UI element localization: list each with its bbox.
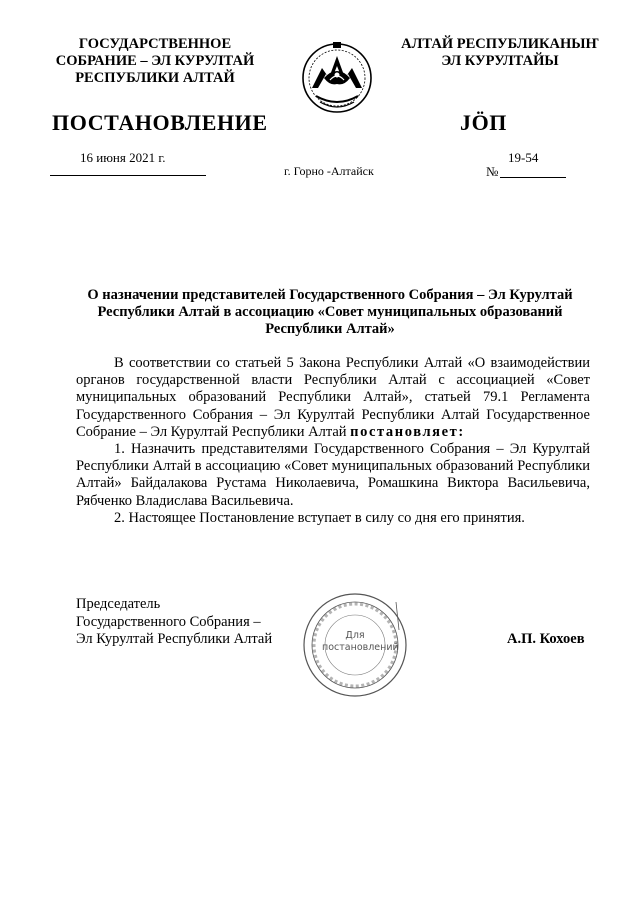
item-2: 2. Настоящее Постановление вступает в силу со дня его принятия. <box>114 509 525 526</box>
signatory-position <box>76 596 272 649</box>
intro-paragraph <box>76 355 590 441</box>
position-line: Председатель <box>76 596 161 612</box>
position-line: Государственного Собрания – <box>76 613 261 630</box>
doc-type-right: JӦП <box>460 110 508 135</box>
altai-republic-emblem-icon <box>300 36 374 122</box>
title-line: Республики Алтай» <box>265 321 395 337</box>
seal-text-line: Для <box>345 630 365 641</box>
header-left-line: ГОСУДАРСТВЕННОЕ <box>78 36 232 52</box>
document-title <box>40 287 620 338</box>
header-right-line: ЭЛ КУРУЛТАЙЫ <box>441 53 559 69</box>
header-left-line: СОБРАНИЕ – ЭЛ КУРУЛТАЙ <box>55 53 255 69</box>
header-right <box>382 36 618 70</box>
doc-type-left: ПОСТАНОВЛЕНИЕ <box>52 110 268 135</box>
header-left <box>40 36 270 87</box>
header-right-line: АЛТАЙ РЕСПУБЛИКАНЫҤ <box>401 36 599 52</box>
document-number: 19-54 <box>508 150 539 165</box>
number-prefix: № <box>486 164 499 179</box>
item-1: 1. Назначить представителями Государственного Собрания – Эл Курултай Республики Алтай в ассоциацию «Совет муниципальных образований Республики Алтай» Байдалакова Рустама Николаевича, Ромашкина Виктора Васильевича, Рябченко Владислава Васильевича. <box>76 441 590 509</box>
document-date: 16 июня 2021 г. <box>80 150 166 165</box>
number-underline <box>500 177 566 178</box>
position-line: Эл Курултай Республики Алтай <box>76 631 273 647</box>
date-underline <box>50 175 206 176</box>
title-line: О назначении представителей Государственного Собрания – Эл Курултай <box>87 287 573 303</box>
signatory-name: А.П. Кохоев <box>507 631 585 647</box>
header-left-line: РЕСПУБЛИКИ АЛТАЙ <box>75 70 235 86</box>
seal-text-line: постановлений <box>322 642 399 653</box>
decree-word: постановляет: <box>350 423 465 440</box>
document-body <box>76 355 590 527</box>
seal-text <box>322 630 399 654</box>
title-line: Республики Алтай в ассоциацию «Совет муниципальных образований <box>97 304 563 320</box>
intro-text: В соответствии со статьей 5 Закона Республики Алтай «О взаимодействии органов государственной власти Республики Алтай с ассоциацией «Совет муниципальных образований Республики Алтай», статьей 79.1 Регламента Государственного Собрания – Эл Курултай Республики Алтай Государственное Собрание – Эл Курултай Республики Алтай <box>76 355 590 440</box>
document-city: г. Горно -Алтайск <box>284 164 374 178</box>
